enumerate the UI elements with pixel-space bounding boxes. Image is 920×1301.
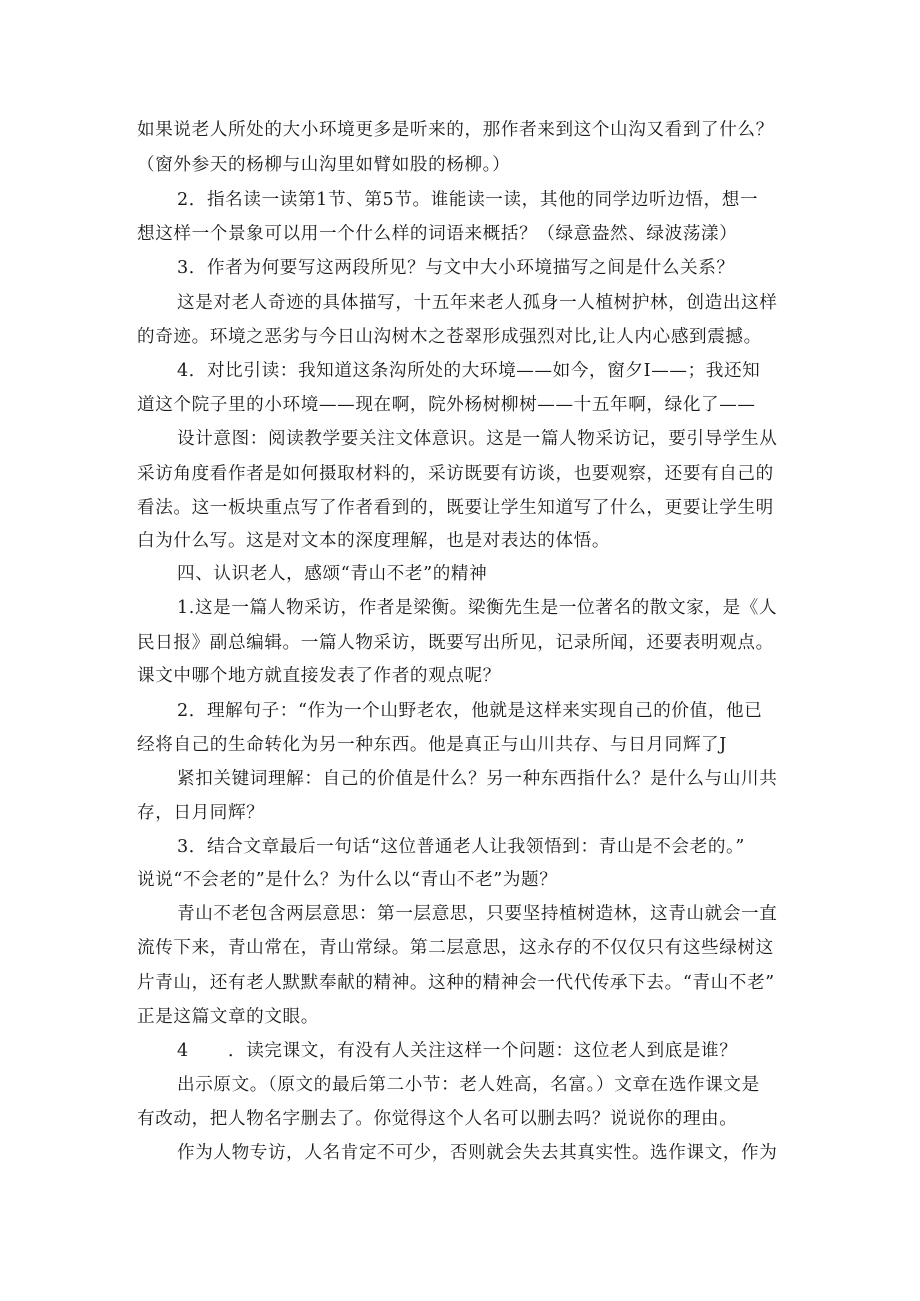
text-line: 这是对老人奇迹的具体描写，十五年来老人孤身一人植树护林，创造出这样 — [177, 293, 778, 313]
text-line: 的奇迹。环境之恶劣与今日山沟树木之苍翠形成强烈对比,让人内心感到震撼。 — [137, 327, 762, 347]
text-line: 说说“不会老的”是什么？为什么以“青山不老”为题？ — [137, 870, 558, 890]
text-line: 2．指名读一读第1节、第5节。谁能读一读，其他的同学边听边悟，想一 — [177, 190, 759, 210]
text-line: 道这个院子里的小环境——现在啊，院外杨树柳树——十五年啊，绿化了—— — [137, 395, 756, 415]
text-line: 2．理解句子：“作为一个山野老农，他就是这样来实现自己的价值，他已 — [177, 701, 763, 721]
text-line: 如果说老人所处的大小环境更多是听来的，那作者来到这个山沟又看到了什么？ — [137, 120, 774, 140]
text-line: 采访角度看作者是如何摄取材料的，采访既要有访谈，也要观察，还要有自己的 — [137, 464, 774, 484]
text-line: 经将自己的生命转化为另一种东西。他是真正与山川共存、与日月同辉了J — [137, 735, 727, 755]
text-line: （窗外参天的杨柳与山沟里如臂如股的杨柳。） — [137, 155, 511, 175]
text-line: 民日报》副总编辑。一篇人物采访，既要写出所见，记录所闻，还要表明观点。 — [137, 633, 774, 653]
text-line: 流传下来，青山常在，青山常绿。第二层意思，这永存的不仅仅只有这些绿树这 — [137, 938, 774, 958]
text-line: 紧扣关键词理解：自己的价值是什么？另一种东西指什么？是什么与山川共 — [177, 769, 778, 789]
text-line: 1.这是一篇人物采访，作者是梁衡。梁衡先生是一位著名的散文家，是《人 — [177, 598, 778, 618]
text-line: 出示原文。（原文的最后第二小节：老人姓高，名富。）文章在选作课文是 — [177, 1075, 760, 1095]
text-line: 青山不老包含两层意思：第一层意思，只要坚持植树造林，这青山就会一直 — [177, 904, 778, 924]
text-line: 有改动，把人物名字删去了。你觉得这个人名可以删去吗？说说你的理由。 — [137, 1109, 738, 1129]
text-line: 存，日月同辉？ — [137, 803, 265, 823]
text-line: 课文中哪个地方就直接发表了作者的观点呢？ — [137, 666, 501, 686]
text-line: 作为人物专访，人名肯定不可少，否则就会失去其真实性。选作课文，作为 — [177, 1143, 778, 1163]
text-line: 设计意图：阅读教学要关注文体意识。这是一篇人物采访记，要引导学生从 — [177, 429, 778, 449]
section-heading: 四、认识老人，感颂“青山不老”的精神 — [177, 564, 488, 584]
text-line: 想这样一个景象可以用一个什么样的词语来概括？（绿意盎然、绿波荡漾） — [137, 224, 738, 244]
item-number: 4 — [177, 1041, 189, 1061]
text-line: 看法。这一板块重点写了作者看到的，既要让学生知道写了什么，更要让学生明 — [137, 498, 774, 518]
text-line: 4 ．读完课文，有没有人关注这样一个问题：这位老人到底是谁？ — [0, 1034, 920, 1068]
text-line: 3．作者为何要写这两段所见？与文中大小环境描写之间是什么关系？ — [177, 258, 735, 278]
text-line: 正是这篇文章的文眼。 — [137, 1007, 319, 1027]
text-line: 白为什么写。这是对文本的深度理解，也是对表达的体悟。 — [137, 531, 611, 551]
text-line: 4．对比引读：我知道这条沟所处的大环境——如今，窗夕I——；我还知 — [177, 361, 761, 381]
text-line: 3．结合文章最后一句话“这位普通老人让我领悟到：青山是不会老的。” — [177, 837, 745, 857]
text-line: 片青山，还有老人默默奉献的精神。这种的精神会一代代传承下去。“青山不老” — [137, 973, 775, 993]
